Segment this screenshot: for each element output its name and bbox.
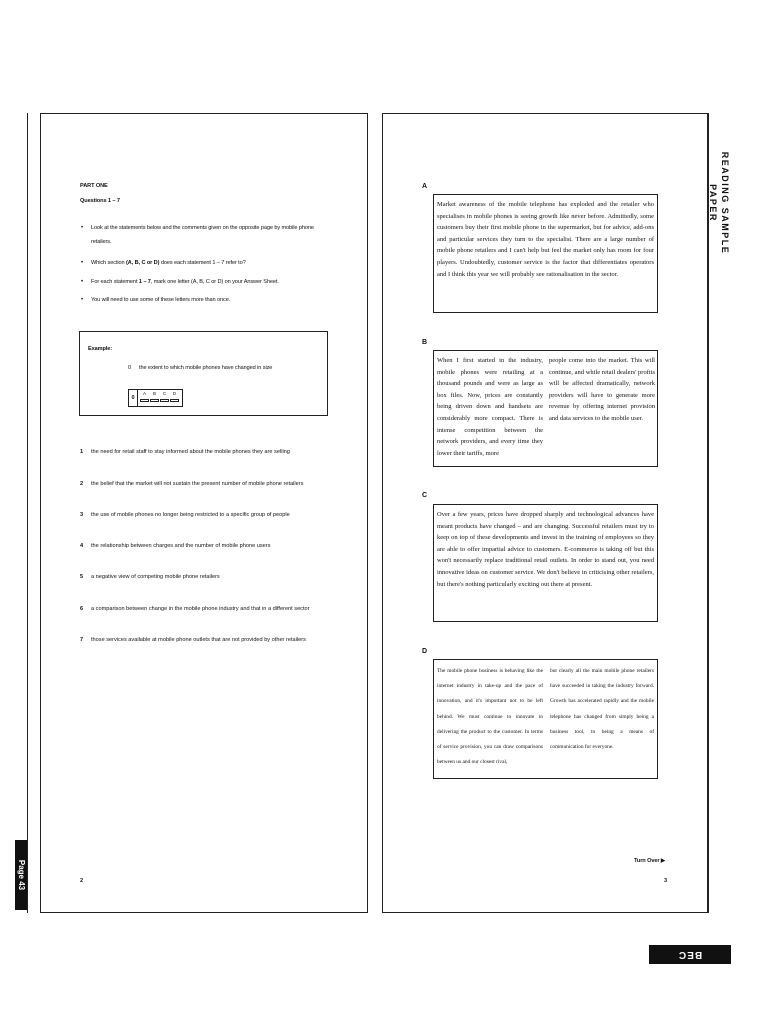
section-letter-b: B xyxy=(422,339,428,346)
part-title: PART ONE xyxy=(80,183,108,189)
option-a-mark xyxy=(140,399,149,402)
option-a: A xyxy=(140,391,149,402)
instruction-3: For each statement 1 – 7, mark one letter (A, B, C or D) on your Answer Sheet. xyxy=(91,279,279,285)
reading-sample-paper-header: READING SAMPLE PAPER xyxy=(708,151,730,255)
section-b-text-col-1: When I first started in the industry, mobile phones were retailing at a thousand pounds and were as large as box files. Now, prices are constantly being driven down and handsets are considerably more compact. There is intense competition between the network providers, and every time they lower their tariffs, more xyxy=(437,357,543,457)
option-b: B xyxy=(150,391,159,402)
option-d: D xyxy=(170,391,179,402)
section-a-box xyxy=(433,194,658,313)
bec-vantage-label: BEC VANTAGE xyxy=(662,930,718,960)
bullet-icon: • xyxy=(81,260,84,266)
bullet-icon: • xyxy=(81,297,84,303)
bec-vantage-badge xyxy=(649,930,731,964)
question-number: 2 xyxy=(80,481,84,487)
option-c: C xyxy=(160,391,169,402)
question-text: the belief that the market will not sustain the present number of mobile phone retailers xyxy=(91,481,304,487)
question-number: 4 xyxy=(80,543,84,549)
instruction-1: Look at the statements below and the comments given on the opposite page by mobile phone retailers. xyxy=(91,225,314,245)
turn-over-arrow-icon: ▶ xyxy=(660,858,666,864)
section-b-text-col-2: people come into the market. This will continue, and while retail dealers' profits will be affected dramatically, network providers will have to generate more revenue by offering internet provision and data services to the mobile user. xyxy=(549,357,655,422)
bullet-icon: • xyxy=(81,225,84,231)
page-tab-label: Page 43 xyxy=(17,859,26,891)
section-a-text: Market awareness of the mobile telephone has exploded and the retailer who specialises in mobile phones is seeing growth like never before. Admittedly, some customers buy their first mobile phone in the supermarket, but for advice, add-ons and particular services they turn to the specialist. There are a large number of mobile phone retailers and I can't help but feel the market only has room for four players. Undoubtedly, customer service is the factor that differentiates operators and I think this year we will probably see rationalisation in the sector. xyxy=(437,201,654,278)
instruction-2: Which section (A, B, C or D) does each statement 1 – 7 refer to? xyxy=(91,260,246,266)
question-number: 3 xyxy=(80,512,84,518)
question-text: a negative view of competing mobile phone retailers xyxy=(91,574,220,580)
instruction-4: You will need to use some of these letters more than once. xyxy=(91,297,231,303)
question-text: the use of mobile phones no longer being restricted to a specific group of people xyxy=(91,512,290,518)
question-text: the need for retail staff to stay informed about the mobile phones they are selling xyxy=(91,449,290,455)
section-c-text: Over a few years, prices have dropped sharply and technological advances have meant products have changed – and are changing. Successful retailers must try to keep on top of these developments and invest in the training of employees so they are able to offer impartial advice to customers. E-commerce is taking off but this won't necessarily replace traditional retail outlets. In order to stand out, you need innovative ideas on customer service. We don't believe in criticising other retailers, but there's nothing particularly exciting out there at present. xyxy=(437,511,654,588)
bullet-icon: • xyxy=(81,279,84,285)
question-text: those services available at mobile phone outlets that are not provided by other retailers xyxy=(91,637,306,643)
section-d-box xyxy=(433,659,658,779)
option-b-mark xyxy=(150,399,159,402)
answer-number: 0 xyxy=(129,390,138,406)
right-page xyxy=(382,113,708,913)
example-box xyxy=(79,331,328,416)
questions-range: Questions 1 – 7 xyxy=(80,198,120,204)
right-binder-line xyxy=(708,113,709,913)
section-c-box xyxy=(433,504,658,622)
section-letter-d: D xyxy=(422,648,428,655)
option-d-mark xyxy=(170,399,179,402)
example-number: 0 xyxy=(128,365,132,371)
left-binder-line xyxy=(27,113,28,913)
left-page xyxy=(40,113,368,913)
question-number: 6 xyxy=(80,606,84,612)
question-text: the relationship between charges and the number of mobile phone users xyxy=(91,543,271,549)
question-number: 5 xyxy=(80,574,84,580)
example-statement: the extent to which mobile phones have changed in size xyxy=(139,365,273,371)
section-d-text-col-1: The mobile phone business is behaving like the internet industry in take-up and the pace of innovation, and it's important not to be left behind. We must continue to innovate in delivering the product to the customer. In terms of service provision, you can draw comparisons between us and our closest rival, xyxy=(437,668,543,766)
question-number: 1 xyxy=(80,449,84,455)
page-number-right: 3 xyxy=(664,878,668,884)
page-number-left: 2 xyxy=(80,878,84,884)
section-letter-a: A xyxy=(422,183,428,190)
example-answer-grid xyxy=(128,389,183,407)
option-c-mark xyxy=(160,399,169,402)
page-tab xyxy=(15,840,27,910)
section-d-text-col-2: but clearly all the main mobile phone retailers have succeeded in taking the industry forward. Growth has accelerated rapidly and the mobile telephone has changed from simply being a business tool, to being a means of communication for everyone. xyxy=(550,668,654,751)
section-b-box xyxy=(433,350,658,467)
question-text: a comparison between change in the mobile phone industry and that in a different sector xyxy=(91,606,310,612)
turn-over-label: Turn Over ▶ xyxy=(634,858,666,864)
section-letter-c: C xyxy=(422,492,428,499)
question-number: 7 xyxy=(80,637,84,643)
example-label: Example: xyxy=(88,346,113,352)
